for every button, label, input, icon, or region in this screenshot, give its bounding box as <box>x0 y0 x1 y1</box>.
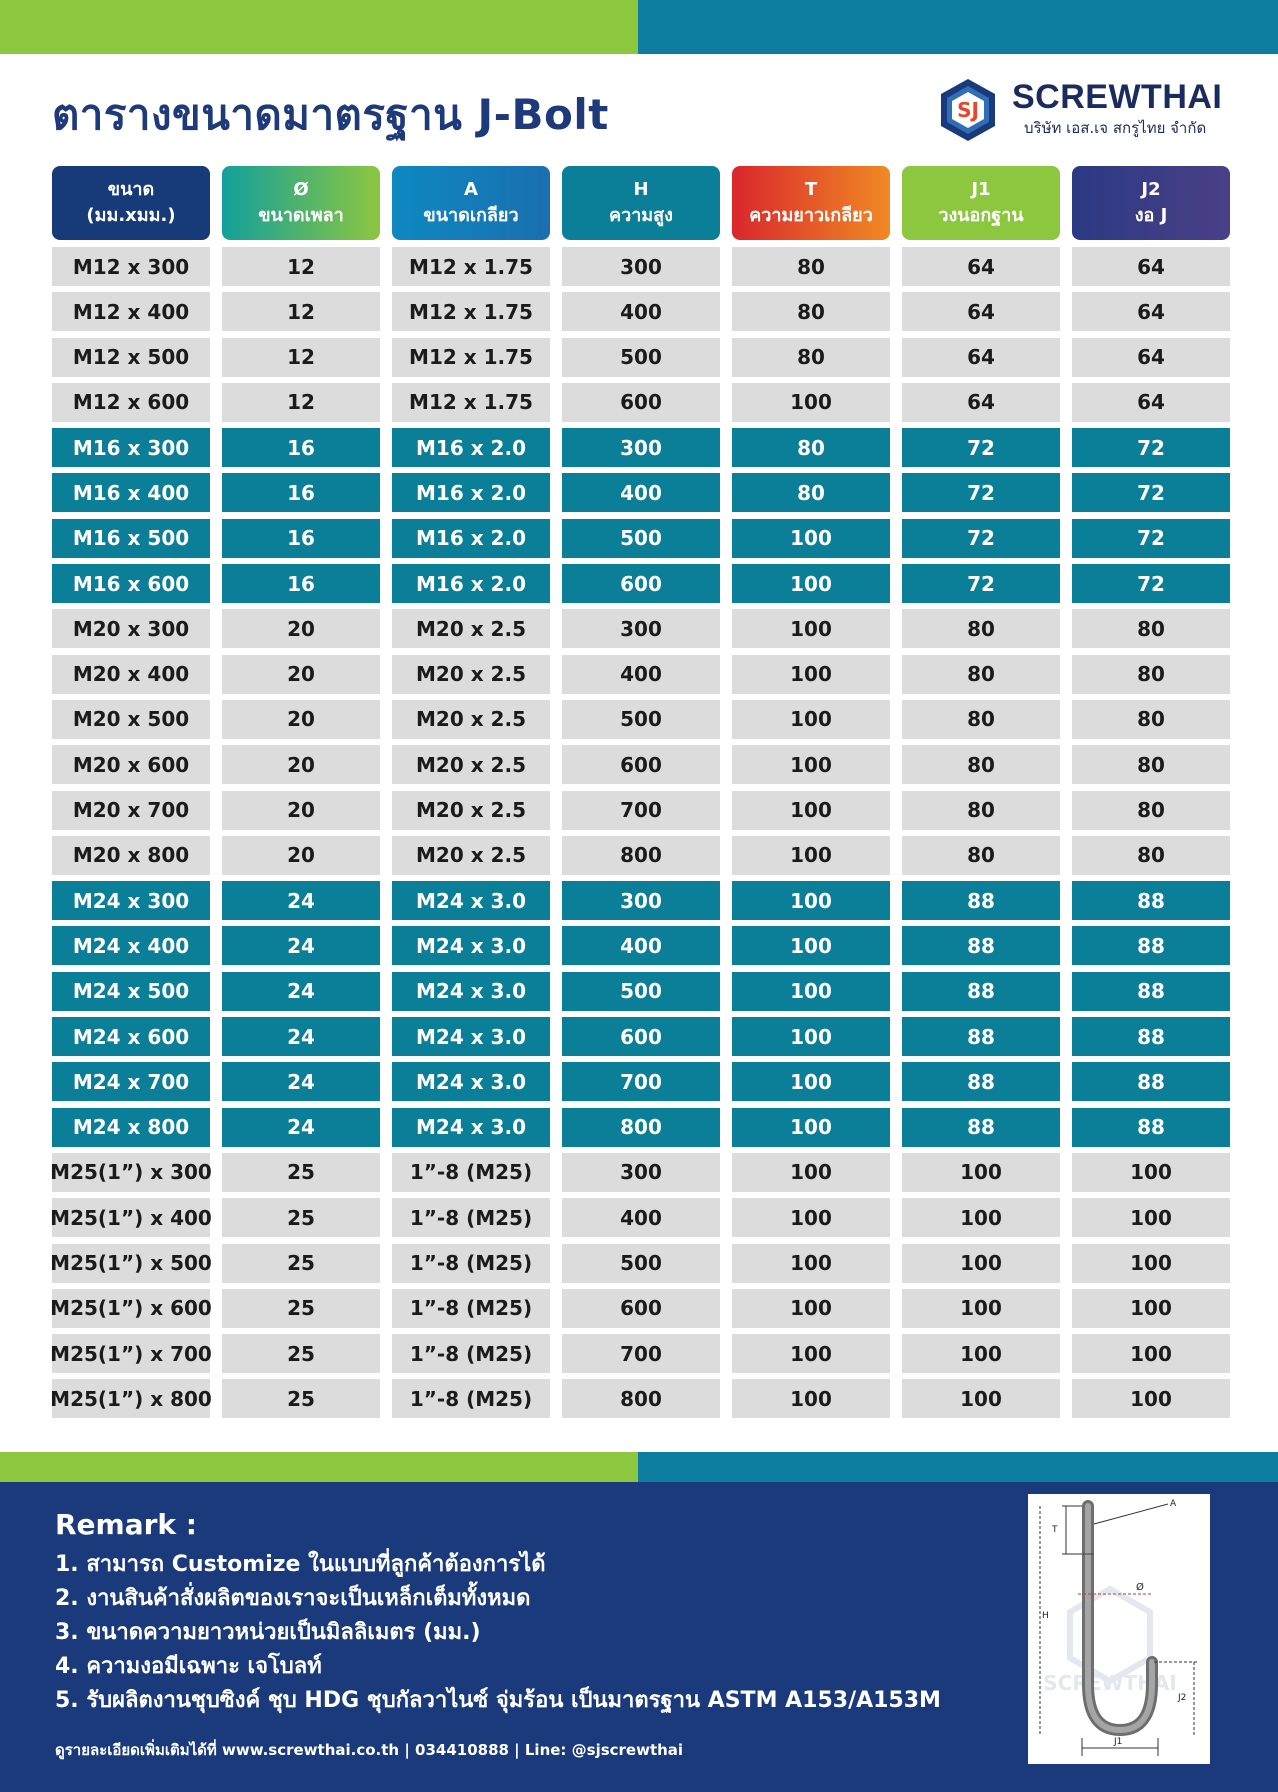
cell-diameter: 25 <box>222 1153 380 1192</box>
cell-thread-length: 100 <box>732 1198 890 1237</box>
table-row <box>52 1059 1232 1104</box>
table-row <box>52 833 1232 878</box>
cell-j1: 64 <box>902 292 1060 331</box>
cell-size: M20 x 600 <box>52 745 210 784</box>
cell-thread-size: M12 x 1.75 <box>392 292 550 331</box>
cell-height: 700 <box>562 1334 720 1373</box>
cell-diameter: 12 <box>222 247 380 286</box>
header-j2-top: J2 <box>1141 179 1161 200</box>
cell-j2: 88 <box>1072 926 1230 965</box>
bottom-color-bar <box>0 1452 1278 1482</box>
label-a: A <box>1170 1499 1177 1509</box>
label-j2: J2 <box>1178 1693 1187 1703</box>
remark-item: 3. ขนาดความยาวหน่วยเป็นมิลลิเมตร (มม.) <box>55 1620 481 1645</box>
svg-text:SJ: SJ <box>957 98 979 122</box>
cell-diameter: 16 <box>222 519 380 558</box>
header-diameter-top: Ø <box>293 179 309 200</box>
cell-thread-size: M20 x 2.5 <box>392 791 550 830</box>
cell-j1: 64 <box>902 383 1060 422</box>
cell-height: 600 <box>562 564 720 603</box>
cell-thread-size: 1”-8 (M25) <box>392 1198 550 1237</box>
cell-thread-length: 100 <box>732 1334 890 1373</box>
cell-diameter: 24 <box>222 1062 380 1101</box>
cell-diameter: 20 <box>222 655 380 694</box>
cell-size: M12 x 500 <box>52 338 210 377</box>
diagram-watermark: SCREWTHAI <box>1043 1671 1177 1695</box>
cell-height: 500 <box>562 972 720 1011</box>
cell-thread-length: 100 <box>732 564 890 603</box>
cell-height: 300 <box>562 881 720 920</box>
table-row <box>52 923 1232 968</box>
cell-height: 400 <box>562 926 720 965</box>
cell-size: M20 x 800 <box>52 836 210 875</box>
cell-diameter: 12 <box>222 383 380 422</box>
cell-thread-length: 100 <box>732 1289 890 1328</box>
cell-j2: 72 <box>1072 564 1230 603</box>
contact-info: ดูรายละเอียดเพิ่มเติมได้ที่ www.screwthai.co.th | 034410888 | Line: @sjscrewthai <box>55 1741 684 1759</box>
top-color-bar <box>0 0 1278 54</box>
cell-j2: 88 <box>1072 1062 1230 1101</box>
sj-logo-icon <box>934 76 1002 144</box>
cell-j1: 88 <box>902 1108 1060 1147</box>
cell-thread-size: M16 x 2.0 <box>392 473 550 512</box>
cell-thread-length: 100 <box>732 383 890 422</box>
header-thread-length <box>732 166 890 240</box>
cell-height: 800 <box>562 1108 720 1147</box>
cell-thread-length: 100 <box>732 881 890 920</box>
cell-thread-length: 100 <box>732 836 890 875</box>
cell-diameter: 25 <box>222 1334 380 1373</box>
cell-height: 300 <box>562 428 720 467</box>
cell-j1: 80 <box>902 836 1060 875</box>
cell-thread-size: M24 x 3.0 <box>392 926 550 965</box>
cell-j2: 80 <box>1072 836 1230 875</box>
cell-thread-length: 100 <box>732 609 890 648</box>
cell-j1: 72 <box>902 428 1060 467</box>
cell-diameter: 24 <box>222 972 380 1011</box>
cell-j2: 100 <box>1072 1153 1230 1192</box>
cell-thread-length: 80 <box>732 428 890 467</box>
cell-j1: 72 <box>902 564 1060 603</box>
table-row <box>52 1286 1232 1331</box>
cell-j2: 88 <box>1072 1017 1230 1056</box>
remark-title: Remark : <box>55 1508 197 1541</box>
header-diameter-bottom: ขนาดเพลา <box>258 205 344 226</box>
table-row <box>52 1241 1232 1286</box>
table-row <box>52 652 1232 697</box>
page-title: ตารางขนาดมาตรฐาน J-Bolt <box>52 90 609 139</box>
header-a-top: A <box>464 179 478 200</box>
cell-j1: 88 <box>902 881 1060 920</box>
table-row <box>52 1376 1232 1421</box>
cell-size: M20 x 500 <box>52 700 210 739</box>
cell-height: 600 <box>562 1017 720 1056</box>
jbolt-diagram <box>1028 1494 1210 1764</box>
cell-j1: 72 <box>902 473 1060 512</box>
cell-size: M24 x 400 <box>52 926 210 965</box>
cell-j2: 80 <box>1072 745 1230 784</box>
cell-size: M25(1”) x 800 <box>52 1379 210 1418</box>
table-row <box>52 1105 1232 1150</box>
cell-thread-length: 100 <box>732 1017 890 1056</box>
cell-j2: 88 <box>1072 1108 1230 1147</box>
cell-thread-length: 100 <box>732 1244 890 1283</box>
remark-list <box>55 1548 941 1718</box>
cell-j2: 88 <box>1072 881 1230 920</box>
cell-height: 600 <box>562 383 720 422</box>
cell-thread-size: M24 x 3.0 <box>392 881 550 920</box>
cell-j1: 64 <box>902 338 1060 377</box>
cell-size: M24 x 800 <box>52 1108 210 1147</box>
cell-height: 400 <box>562 655 720 694</box>
table-row <box>52 1014 1232 1059</box>
cell-j2: 72 <box>1072 473 1230 512</box>
cell-diameter: 16 <box>222 473 380 512</box>
cell-j2: 80 <box>1072 700 1230 739</box>
header-height <box>562 166 720 240</box>
cell-size: M24 x 600 <box>52 1017 210 1056</box>
cell-height: 500 <box>562 1244 720 1283</box>
jbolt-size-table <box>52 166 1232 1422</box>
cell-j2: 72 <box>1072 519 1230 558</box>
cell-size: M16 x 400 <box>52 473 210 512</box>
cell-j1: 80 <box>902 745 1060 784</box>
cell-j1: 64 <box>902 247 1060 286</box>
cell-j1: 100 <box>902 1153 1060 1192</box>
header-size <box>52 166 210 240</box>
cell-j2: 80 <box>1072 655 1230 694</box>
cell-size: M24 x 500 <box>52 972 210 1011</box>
cell-thread-size: M12 x 1.75 <box>392 383 550 422</box>
cell-thread-length: 100 <box>732 791 890 830</box>
header-j2 <box>1072 166 1230 240</box>
cell-diameter: 12 <box>222 292 380 331</box>
cell-j1: 72 <box>902 519 1060 558</box>
header-thread-size <box>392 166 550 240</box>
cell-j1: 100 <box>902 1289 1060 1328</box>
table-row <box>52 470 1232 515</box>
cell-j2: 100 <box>1072 1334 1230 1373</box>
cell-thread-size: M20 x 2.5 <box>392 836 550 875</box>
cell-j1: 88 <box>902 1017 1060 1056</box>
header-j2-bottom: งอ J <box>1134 205 1168 226</box>
cell-thread-length: 100 <box>732 972 890 1011</box>
cell-j2: 100 <box>1072 1198 1230 1237</box>
cell-diameter: 20 <box>222 745 380 784</box>
table-row <box>52 1150 1232 1195</box>
cell-j1: 80 <box>902 609 1060 648</box>
remark-item: 4. ความงอมีเฉพาะ เจโบลท์ <box>55 1654 322 1679</box>
cell-j2: 80 <box>1072 609 1230 648</box>
cell-j2: 88 <box>1072 972 1230 1011</box>
cell-thread-size: M20 x 2.5 <box>392 745 550 784</box>
cell-diameter: 25 <box>222 1289 380 1328</box>
table-body <box>52 244 1232 1422</box>
top-bar-teal <box>638 0 1278 54</box>
cell-j2: 72 <box>1072 428 1230 467</box>
cell-thread-size: M24 x 3.0 <box>392 1108 550 1147</box>
cell-thread-size: M20 x 2.5 <box>392 700 550 739</box>
table-row <box>52 606 1232 651</box>
cell-height: 400 <box>562 473 720 512</box>
cell-thread-length: 100 <box>732 1379 890 1418</box>
header-size-bottom: (มม.xมม.) <box>86 205 176 226</box>
cell-thread-size: M12 x 1.75 <box>392 338 550 377</box>
cell-thread-size: M24 x 3.0 <box>392 1062 550 1101</box>
table-row <box>52 1331 1232 1376</box>
cell-j1: 80 <box>902 655 1060 694</box>
header-h-bottom: ความสูง <box>609 205 673 226</box>
cell-thread-length: 100 <box>732 745 890 784</box>
cell-thread-length: 100 <box>732 1153 890 1192</box>
cell-size: M25(1”) x 600 <box>52 1289 210 1328</box>
cell-height: 800 <box>562 836 720 875</box>
cell-diameter: 25 <box>222 1244 380 1283</box>
cell-size: M12 x 600 <box>52 383 210 422</box>
table-row <box>52 380 1232 425</box>
cell-j1: 88 <box>902 1062 1060 1101</box>
cell-thread-length: 80 <box>732 292 890 331</box>
remark-item: 2. งานสินค้าสั่งผลิตของเราจะเป็นเหล็กเต็มทั้งหมด <box>55 1586 531 1611</box>
cell-j1: 88 <box>902 972 1060 1011</box>
cell-j1: 100 <box>902 1198 1060 1237</box>
cell-diameter: 20 <box>222 609 380 648</box>
table-header-row <box>52 166 1232 240</box>
cell-thread-length: 80 <box>732 247 890 286</box>
cell-size: M20 x 400 <box>52 655 210 694</box>
table-row <box>52 289 1232 334</box>
cell-thread-size: M16 x 2.0 <box>392 519 550 558</box>
cell-height: 400 <box>562 292 720 331</box>
header-j1-top: J1 <box>971 179 991 200</box>
header-t-top: T <box>804 179 818 200</box>
cell-diameter: 25 <box>222 1379 380 1418</box>
cell-j2: 100 <box>1072 1244 1230 1283</box>
cell-thread-size: 1”-8 (M25) <box>392 1244 550 1283</box>
cell-thread-size: 1”-8 (M25) <box>392 1379 550 1418</box>
cell-thread-size: M12 x 1.75 <box>392 247 550 286</box>
header-diameter <box>222 166 380 240</box>
header-size-top: ขนาด <box>107 179 155 200</box>
cell-j2: 64 <box>1072 247 1230 286</box>
cell-height: 800 <box>562 1379 720 1418</box>
cell-thread-length: 100 <box>732 655 890 694</box>
cell-diameter: 12 <box>222 338 380 377</box>
table-row <box>52 1195 1232 1240</box>
label-j1: J1 <box>1114 1737 1123 1747</box>
cell-j1: 80 <box>902 700 1060 739</box>
cell-size: M16 x 600 <box>52 564 210 603</box>
cell-diameter: 20 <box>222 791 380 830</box>
cell-j2: 64 <box>1072 292 1230 331</box>
cell-thread-size: 1”-8 (M25) <box>392 1153 550 1192</box>
header-h-top: H <box>633 179 649 200</box>
label-dia: Ø <box>1136 1582 1144 1593</box>
cell-diameter: 25 <box>222 1198 380 1237</box>
cell-thread-length: 100 <box>732 1108 890 1147</box>
cell-thread-size: 1”-8 (M25) <box>392 1334 550 1373</box>
logo-subtitle: บริษัท เอส.เจ สกรูไทย จำกัด <box>1024 119 1207 137</box>
cell-height: 600 <box>562 745 720 784</box>
table-row <box>52 425 1232 470</box>
cell-thread-size: M20 x 2.5 <box>392 655 550 694</box>
cell-height: 700 <box>562 791 720 830</box>
cell-size: M25(1”) x 500 <box>52 1244 210 1283</box>
label-a-pointer <box>1094 1504 1168 1524</box>
table-row <box>52 561 1232 606</box>
label-h: H <box>1042 1611 1049 1621</box>
cell-thread-length: 100 <box>732 519 890 558</box>
cell-size: M25(1”) x 400 <box>52 1198 210 1237</box>
cell-thread-length: 100 <box>732 1062 890 1101</box>
jbolt-diagram-drawing <box>1028 1494 1210 1764</box>
label-t: T <box>1052 1525 1058 1535</box>
cell-thread-size: M24 x 3.0 <box>392 1017 550 1056</box>
jbolt-shape <box>1088 1506 1152 1730</box>
cell-size: M24 x 700 <box>52 1062 210 1101</box>
logo-name: SCREWTHAI <box>1012 78 1223 116</box>
cell-thread-length: 100 <box>732 926 890 965</box>
cell-diameter: 24 <box>222 1108 380 1147</box>
table-row <box>52 516 1232 561</box>
cell-diameter: 20 <box>222 700 380 739</box>
cell-thread-size: M24 x 3.0 <box>392 972 550 1011</box>
header-j1 <box>902 166 1060 240</box>
cell-j2: 64 <box>1072 338 1230 377</box>
remark-item: 1. สามารถ Customize ในแบบที่ลูกค้าต้องการได้ <box>55 1552 546 1577</box>
cell-thread-size: M20 x 2.5 <box>392 609 550 648</box>
bottom-bar-teal <box>638 1452 1278 1482</box>
cell-j1: 100 <box>902 1334 1060 1373</box>
cell-diameter: 24 <box>222 926 380 965</box>
cell-j2: 64 <box>1072 383 1230 422</box>
cell-j2: 100 <box>1072 1379 1230 1418</box>
cell-j2: 80 <box>1072 791 1230 830</box>
table-row <box>52 697 1232 742</box>
cell-thread-length: 80 <box>732 338 890 377</box>
cell-diameter: 20 <box>222 836 380 875</box>
table-row <box>52 969 1232 1014</box>
cell-thread-size: M16 x 2.0 <box>392 428 550 467</box>
cell-diameter: 16 <box>222 428 380 467</box>
header-j1-bottom: วงนอกฐาน <box>938 205 1024 226</box>
cell-j1: 100 <box>902 1379 1060 1418</box>
company-logo <box>934 76 1234 144</box>
cell-height: 400 <box>562 1198 720 1237</box>
table-row <box>52 788 1232 833</box>
cell-j1: 88 <box>902 926 1060 965</box>
cell-height: 300 <box>562 247 720 286</box>
table-row <box>52 878 1232 923</box>
cell-size: M16 x 500 <box>52 519 210 558</box>
cell-diameter: 16 <box>222 564 380 603</box>
table-row <box>52 244 1232 289</box>
table-row <box>52 335 1232 380</box>
cell-height: 300 <box>562 609 720 648</box>
cell-j1: 100 <box>902 1244 1060 1283</box>
cell-thread-length: 80 <box>732 473 890 512</box>
cell-size: M12 x 300 <box>52 247 210 286</box>
cell-j1: 80 <box>902 791 1060 830</box>
remark-item: 5. รับผลิตงานชุบซิงค์ ชุบ HDG ชุบกัลวาไนซ์ จุ่มร้อน เป็นมาตรฐาน ASTM A153/A153M <box>55 1688 941 1713</box>
cell-thread-size: M16 x 2.0 <box>392 564 550 603</box>
cell-size: M25(1”) x 300 <box>52 1153 210 1192</box>
cell-size: M20 x 700 <box>52 791 210 830</box>
header-t-bottom: ความยาวเกลียว <box>749 205 873 226</box>
cell-size: M25(1”) x 700 <box>52 1334 210 1373</box>
cell-thread-size: 1”-8 (M25) <box>392 1289 550 1328</box>
cell-j2: 100 <box>1072 1289 1230 1328</box>
cell-size: M16 x 300 <box>52 428 210 467</box>
top-bar-green <box>0 0 638 54</box>
cell-size: M24 x 300 <box>52 881 210 920</box>
table-row <box>52 742 1232 787</box>
cell-diameter: 24 <box>222 881 380 920</box>
cell-height: 500 <box>562 700 720 739</box>
cell-height: 500 <box>562 519 720 558</box>
cell-height: 500 <box>562 338 720 377</box>
cell-height: 600 <box>562 1289 720 1328</box>
bottom-bar-green <box>0 1452 638 1482</box>
cell-thread-length: 100 <box>732 700 890 739</box>
cell-size: M20 x 300 <box>52 609 210 648</box>
header-a-bottom: ขนาดเกลียว <box>423 205 519 226</box>
cell-size: M12 x 400 <box>52 292 210 331</box>
cell-height: 300 <box>562 1153 720 1192</box>
cell-diameter: 24 <box>222 1017 380 1056</box>
cell-height: 700 <box>562 1062 720 1101</box>
